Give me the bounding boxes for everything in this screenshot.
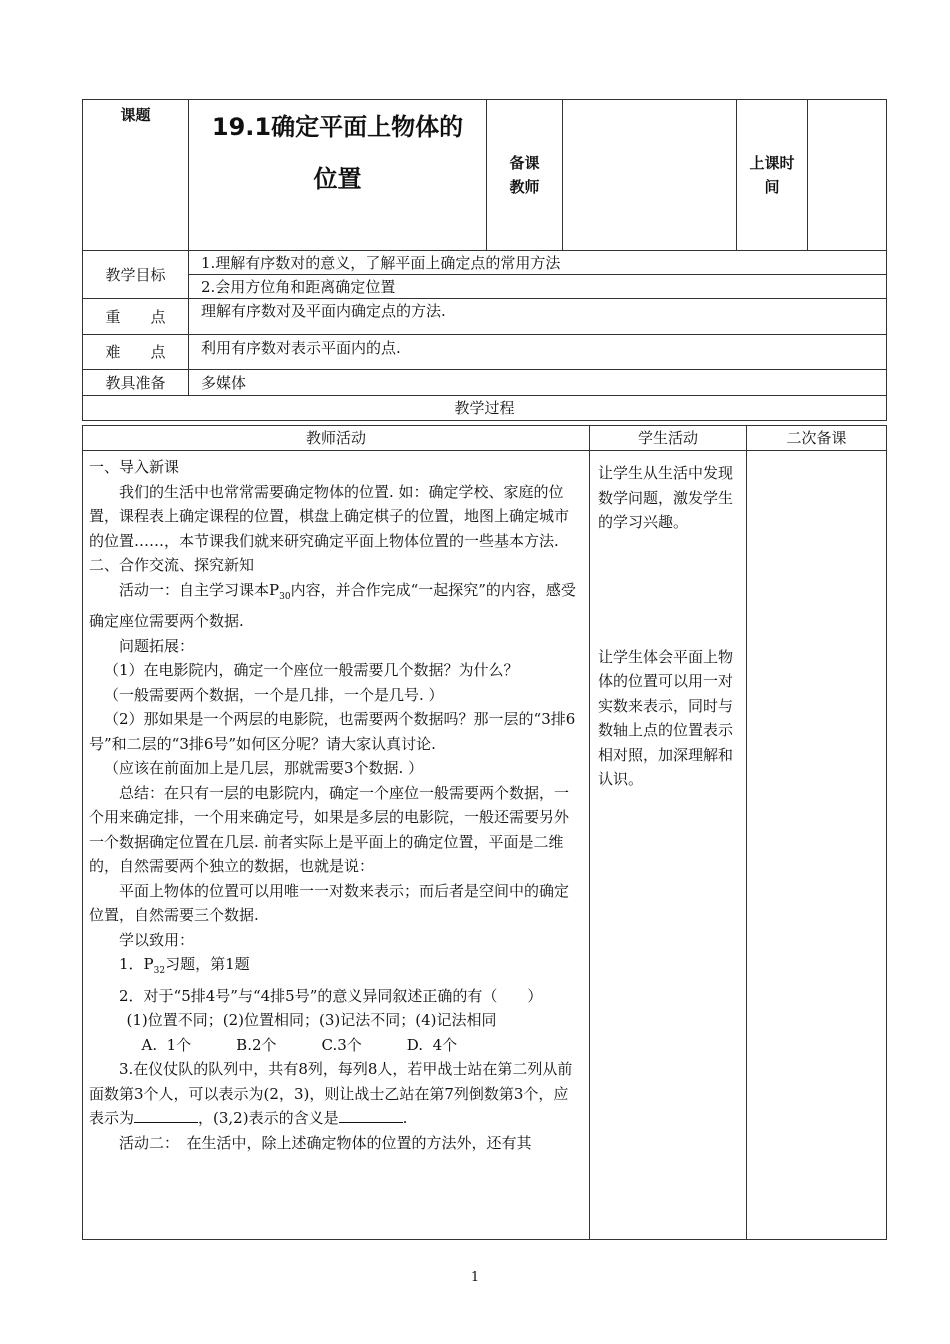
tools-label: 教具准备 [83, 370, 189, 396]
spacer [598, 535, 740, 645]
topic-label: 课题 [83, 100, 189, 251]
exercise-1-post: 习题，第1题 [165, 955, 250, 973]
class-time-line2: 间 [764, 178, 780, 196]
lesson-title-line1: 19.1确定平面上物体的 [211, 113, 464, 141]
question-extension-label: 问题拓展： [119, 636, 195, 655]
exercise-1-pre: 1．P [119, 955, 154, 973]
answer-1: （一般需要两个数据，一个是几排，一个是几号. ） [104, 685, 444, 704]
key-label: 重 点 [83, 299, 189, 335]
student-note-1: 让学生从生活中发现数学问题，激发学生的学习兴趣。 [598, 464, 734, 531]
activity-one-pre: 活动一：自主学习课本P [119, 580, 280, 599]
difficulty-label: 难 点 [83, 335, 189, 370]
prep-teacher-label [487, 100, 563, 251]
activity-one-page: 30 [279, 591, 291, 602]
answer-blank-2[interactable] [339, 1108, 403, 1123]
answer-blank-1[interactable] [134, 1108, 198, 1123]
exercise-1-page: 32 [153, 966, 166, 976]
activity-two: 活动二： 在生活中，除上述确定物体的位置的方法外，还有其 [119, 1133, 532, 1152]
lesson-title-line2: 位置 [313, 165, 362, 193]
student-note-2: 让学生体会平面上物体的位置可以用一对实数来表示，同时与数轴上点的位置表示相对照，加深理解和认识。 [598, 647, 734, 788]
difficulty-text: 利用有序数对表示平面内的点. [189, 335, 887, 370]
intro-paragraph: 我们的生活中也常常需要确定物体的位置. 如：确定学校、家庭的位置，课程表上确定课程的位置，棋盘上确定棋子的位置，地图上确定城市的位置……，本节课我们就来研究确定平面上物体位置的一些基本方法. [89, 482, 570, 550]
goal-1: 1.理解有序数对的意义，了解平面上确定点的常用方法 [189, 251, 887, 275]
teacher-column-header: 教师活动 [83, 426, 590, 451]
exercise-3 [89, 1057, 583, 1131]
process-label: 教学过程 [83, 396, 887, 421]
exercise-2-choices: A. 1个 B.2个 C.3个 D. 4个 [141, 1035, 458, 1054]
question-2: （2）那如果是一个两层的电影院，也需要两个数据吗？那一层的“3排6号”和二层的“3排6号”如何区分呢？请大家认真讨论. [89, 710, 576, 753]
prep-teacher-line1: 备课 [509, 154, 540, 172]
student-activity-cell [590, 451, 747, 1240]
page-number: 1 [470, 1270, 480, 1285]
tools-text: 多媒体 [189, 370, 887, 396]
plane-paragraph: 平面上物体的位置可以用唯一一对数来表示；而后者是空间中的确定位置，自然需要三个数据. [89, 881, 570, 924]
exercise-3-end: . [402, 1109, 408, 1127]
class-time-value [808, 100, 887, 251]
key-text: 理解有序数对及平面内确定点的方法. [189, 299, 887, 335]
question-1: （1）在电影院内，确定一个座位一般需要几个数据？为什么？ [104, 661, 519, 679]
section-explore-heading: 二、合作交流、探究新知 [89, 556, 255, 574]
answer-2: （应该在前面加上是几层，那就需要3个数据. ） [104, 759, 424, 777]
student-column-header: 学生活动 [590, 426, 747, 451]
process-table [82, 425, 887, 1240]
section-intro-heading: 一、导入新课 [89, 458, 180, 476]
apply-label: 学以致用： [119, 930, 195, 949]
activity-one-post: 内容，并合作完成“一起探究”的内容，感受确定座位需要两个数据. [89, 580, 576, 630]
lesson-title [189, 100, 487, 251]
second-prep-column-header: 二次备课 [747, 426, 887, 451]
class-time-line1: 上课时 [749, 154, 795, 172]
class-time-label [737, 100, 808, 251]
exercise-3-mid: ，(3,2)表示的含义是 [198, 1109, 339, 1127]
teacher-activity-cell [83, 451, 590, 1240]
activity-one [89, 578, 583, 634]
prep-teacher-value [563, 100, 737, 251]
summary-paragraph: 总结：在只有一层的电影院内，确定一个座位一般需要两个数据，一个用来确定排，一个用来确定号，如果是多层的电影院，一般还需要另外一个数据确定位置在几层. 前者实际上是平面上的确定位置，平面是二维的，自然需要两个独立的数据，也就是说： [89, 783, 570, 875]
second-prep-cell [747, 451, 887, 1240]
prep-teacher-line2: 教师 [509, 178, 540, 196]
goals-label: 教学目标 [83, 251, 189, 299]
exercise-2-options: (1)位置不同；(2)位置相同；(3)记法不同；(4)记法相同 [126, 1011, 497, 1029]
exercise-3-pre: 3.在仪仗队的队列中，共有8列，每列8人，若甲战士站在第二列从前面数第3个人，可以表示为(2，3)，则让战士乙站在第7列倒数第3个，应表示为 [89, 1060, 573, 1127]
exercise-2: 2．对于“5排4号”与“4排5号”的意义异同叙述正确的有（ ） [119, 986, 543, 1005]
goal-2: 2.会用方位角和距离确定位置 [189, 275, 887, 299]
header-table [82, 99, 887, 421]
exercise-1 [89, 952, 583, 984]
